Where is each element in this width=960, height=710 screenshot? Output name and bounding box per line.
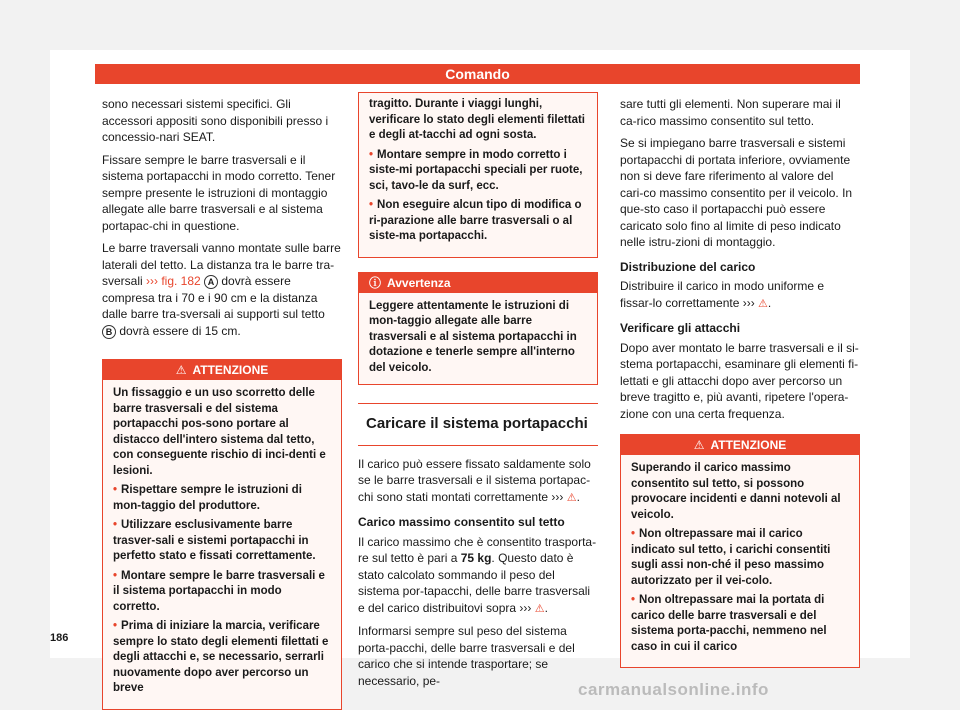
warning-box <box>102 359 342 710</box>
paragraph: sare tutti gli elementi. Non superare mai il ca-rico massimo consentito sul tetto. <box>620 97 841 128</box>
text: Il carico può essere fissato saldamente solo se le barre trasversali e il sistema portapac-chi sono stati montati correttamente ››› <box>358 456 591 504</box>
bullet-icon: • <box>631 528 636 540</box>
text: Le barre traversali vanno montate sulle barre laterali del tetto. La distanza tra le barre tra-sversali <box>102 241 341 288</box>
warning-item <box>369 198 587 245</box>
warning-item <box>369 148 587 195</box>
warning-title: ATTENZIONE <box>710 438 787 452</box>
text: dovrà essere di 15 cm. <box>116 323 241 338</box>
paragraph: Informarsi sempre sul peso del sistema porta-pacchi, delle barre trasversali e del carico che si intende trasportare; se necessario, pe- <box>358 624 575 688</box>
warning-item-text: Non oltrepassare mai la portata di carico delle barre trasversali e del sistema porta-pacchi, nemmeno nel caso in cui il carico <box>631 594 827 653</box>
text: Distribuire il carico in modo uniforme e fissar-lo correttamente ››› <box>620 279 825 310</box>
bullet-icon: • <box>113 484 118 496</box>
bullet-icon: • <box>113 519 118 531</box>
warning-item <box>631 593 849 655</box>
paragraph: Il carico può essere fissato saldamente solo se le barre trasversali e il sistema portapac-chi sono stati montati correttamente ››› ⚠. <box>358 456 591 504</box>
bullet-icon: • <box>369 199 374 211</box>
paragraph: Il carico massimo che è consentito trasporta-re sul tetto è pari a 75 kg. Questo dato è stato calcolato sommando il peso del sistema por-tapacchi, delle barre trasversali e del carico distribuitovi sopra ››› ⚠. <box>358 534 597 615</box>
warning-box-continued <box>358 92 598 258</box>
column-2 <box>358 92 598 695</box>
text: dovrà essere compresa tra i 70 e i 90 cm e la distanza dalle barre tra-sversali ai supporti sul tetto <box>102 274 325 321</box>
warning-triangle-icon: ⚠ <box>693 438 705 452</box>
warning-intro: Superando il carico massimo consentito sul tetto, si possono provocare incidenti e danni notevoli al veicolo. <box>631 462 841 521</box>
paragraph: sono necessari sistemi specifici. Gli accessori appositi sono disponibili presso i concessio-nari SEAT. <box>102 97 329 144</box>
subheading: Verificare gli attacchi <box>620 321 741 335</box>
warning-item-text: Prima di iniziare la marcia, verificare sempre lo stato degli elementi filettati e degli attacchi e, se necessario, serrarli nuovamente dopo aver percorso un breve <box>113 620 329 694</box>
note-header <box>359 273 597 293</box>
paragraph <box>102 240 342 339</box>
callout-b: B <box>102 325 116 339</box>
paragraph: Distribuire il carico in modo uniforme e fissar-lo correttamente ››› ⚠. <box>620 279 825 310</box>
page-number: 186 <box>50 632 69 644</box>
warning-triangle-icon: ⚠ <box>566 491 577 504</box>
paragraph: Dopo aver montato le barre trasversali e il si-stema portapacchi, esaminare gli elementi fi-lettati e gli attacchi dopo aver percorso un breve tragitto e, più avanti, ripetere l'opera-zione con una certa frequenza. <box>620 340 859 421</box>
warning-item <box>113 569 331 616</box>
warning-body <box>103 380 341 709</box>
warning-intro: Un fissaggio e un uso scorretto delle barre trasversali e del sistema portapacchi pos-sono portare al distacco dell'intero sistema dal tetto, con conseguente rischio di inci-denti e lesioni. <box>113 387 326 477</box>
section-heading: Caricare il sistema portapacchi <box>358 403 598 446</box>
warning-triangle-icon: ⚠ <box>758 297 768 310</box>
page-header: Comando <box>95 64 860 84</box>
warning-item-text: Rispettare sempre le istruzioni di mon-taggio del produttore. <box>113 484 302 512</box>
max-load-value: 75 kg <box>460 551 492 565</box>
warning-header <box>103 360 341 380</box>
warning-item <box>631 527 849 589</box>
warning-item <box>113 483 331 514</box>
paragraph: Fissare sempre le barre trasversali e il sistema portapacchi in modo corretto. Tener sempre presente le istruzioni di montaggio allegate alle barre trasversali e al sistema portapac-chi in questione. <box>102 152 336 233</box>
note-body: Leggere attentamente le istruzioni di mon-taggio allegate alle barre trasversali e al sistema portapacchi in dotazione e tenerle sempre all'interno del veicolo. <box>369 299 577 374</box>
text: . Questo dato è stato calcolato sommando il peso del sistema por-tapacchi, delle barre trasversali e del carico distribuitovi sopra ››› <box>358 551 591 615</box>
info-icon: ⓘ <box>369 275 382 290</box>
warning-title: ATTENZIONE <box>192 363 269 377</box>
bullet-icon: • <box>113 569 118 582</box>
warning-intro: tragitto. Durante i viaggi lunghi, verificare lo stato degli elementi filettati e degli at-tacchi ad ogni sosta. <box>369 98 586 141</box>
warning-item-text: Non eseguire alcun tipo di modifica o ri-parazione alle barre trasversali o al siste-ma portapacchi. <box>369 199 582 242</box>
subheading: Distribuzione del carico <box>620 259 756 274</box>
warning-triangle-icon: ⚠ <box>175 363 187 377</box>
figure-reference-link[interactable]: ››› fig. 182 <box>146 274 201 288</box>
note-title: Avvertenza <box>387 275 451 290</box>
note-box <box>358 272 598 386</box>
watermark: carmanualsonline.info <box>578 680 769 699</box>
warning-body <box>621 455 859 667</box>
warning-item <box>113 619 331 697</box>
warning-box <box>620 434 860 668</box>
subheading: Carico massimo consentito sul tetto <box>358 515 565 529</box>
bullet-icon: • <box>369 148 374 161</box>
warning-item-text: Non oltrepassare mai il carico indicato sul tetto, i carichi consentiti sugli assi non-ché il peso massimo autorizzato per il vei-colo. <box>631 528 831 587</box>
warning-item-text: Montare sempre in modo corretto i siste-mi portapacchi speciali per ruote, sci, tavo-le da surf, ecc. <box>369 148 583 192</box>
warning-item <box>113 518 331 565</box>
warning-header <box>621 435 859 455</box>
bullet-icon: • <box>113 620 118 632</box>
column-1 <box>102 96 342 710</box>
column-3 <box>620 96 860 668</box>
paragraph: Se si impiegano barre trasversali e sistemi portapacchi di portata inferiore, ovviamente non si deve fare riferimento al valore del cari-co massimo consentito per il veicolo. In que-sto caso il portapacchi può essere caricato solo fino al limite di peso indicato nelle istru-zioni di montaggio. <box>620 136 853 249</box>
warning-triangle-icon: ⚠ <box>534 602 545 615</box>
bullet-icon: • <box>631 594 636 606</box>
text: Il carico massimo che è consentito trasporta-re sul tetto è pari a <box>358 534 597 565</box>
warning-item-text: Montare sempre le barre trasversali e il sistema portapacchi in modo corretto. <box>113 569 325 613</box>
callout-a: A <box>204 275 218 289</box>
warning-item-text: Utilizzare esclusivamente barre trasver-sali e sistemi portapacchi in perfetto stato e fissati correttamente. <box>113 519 316 562</box>
